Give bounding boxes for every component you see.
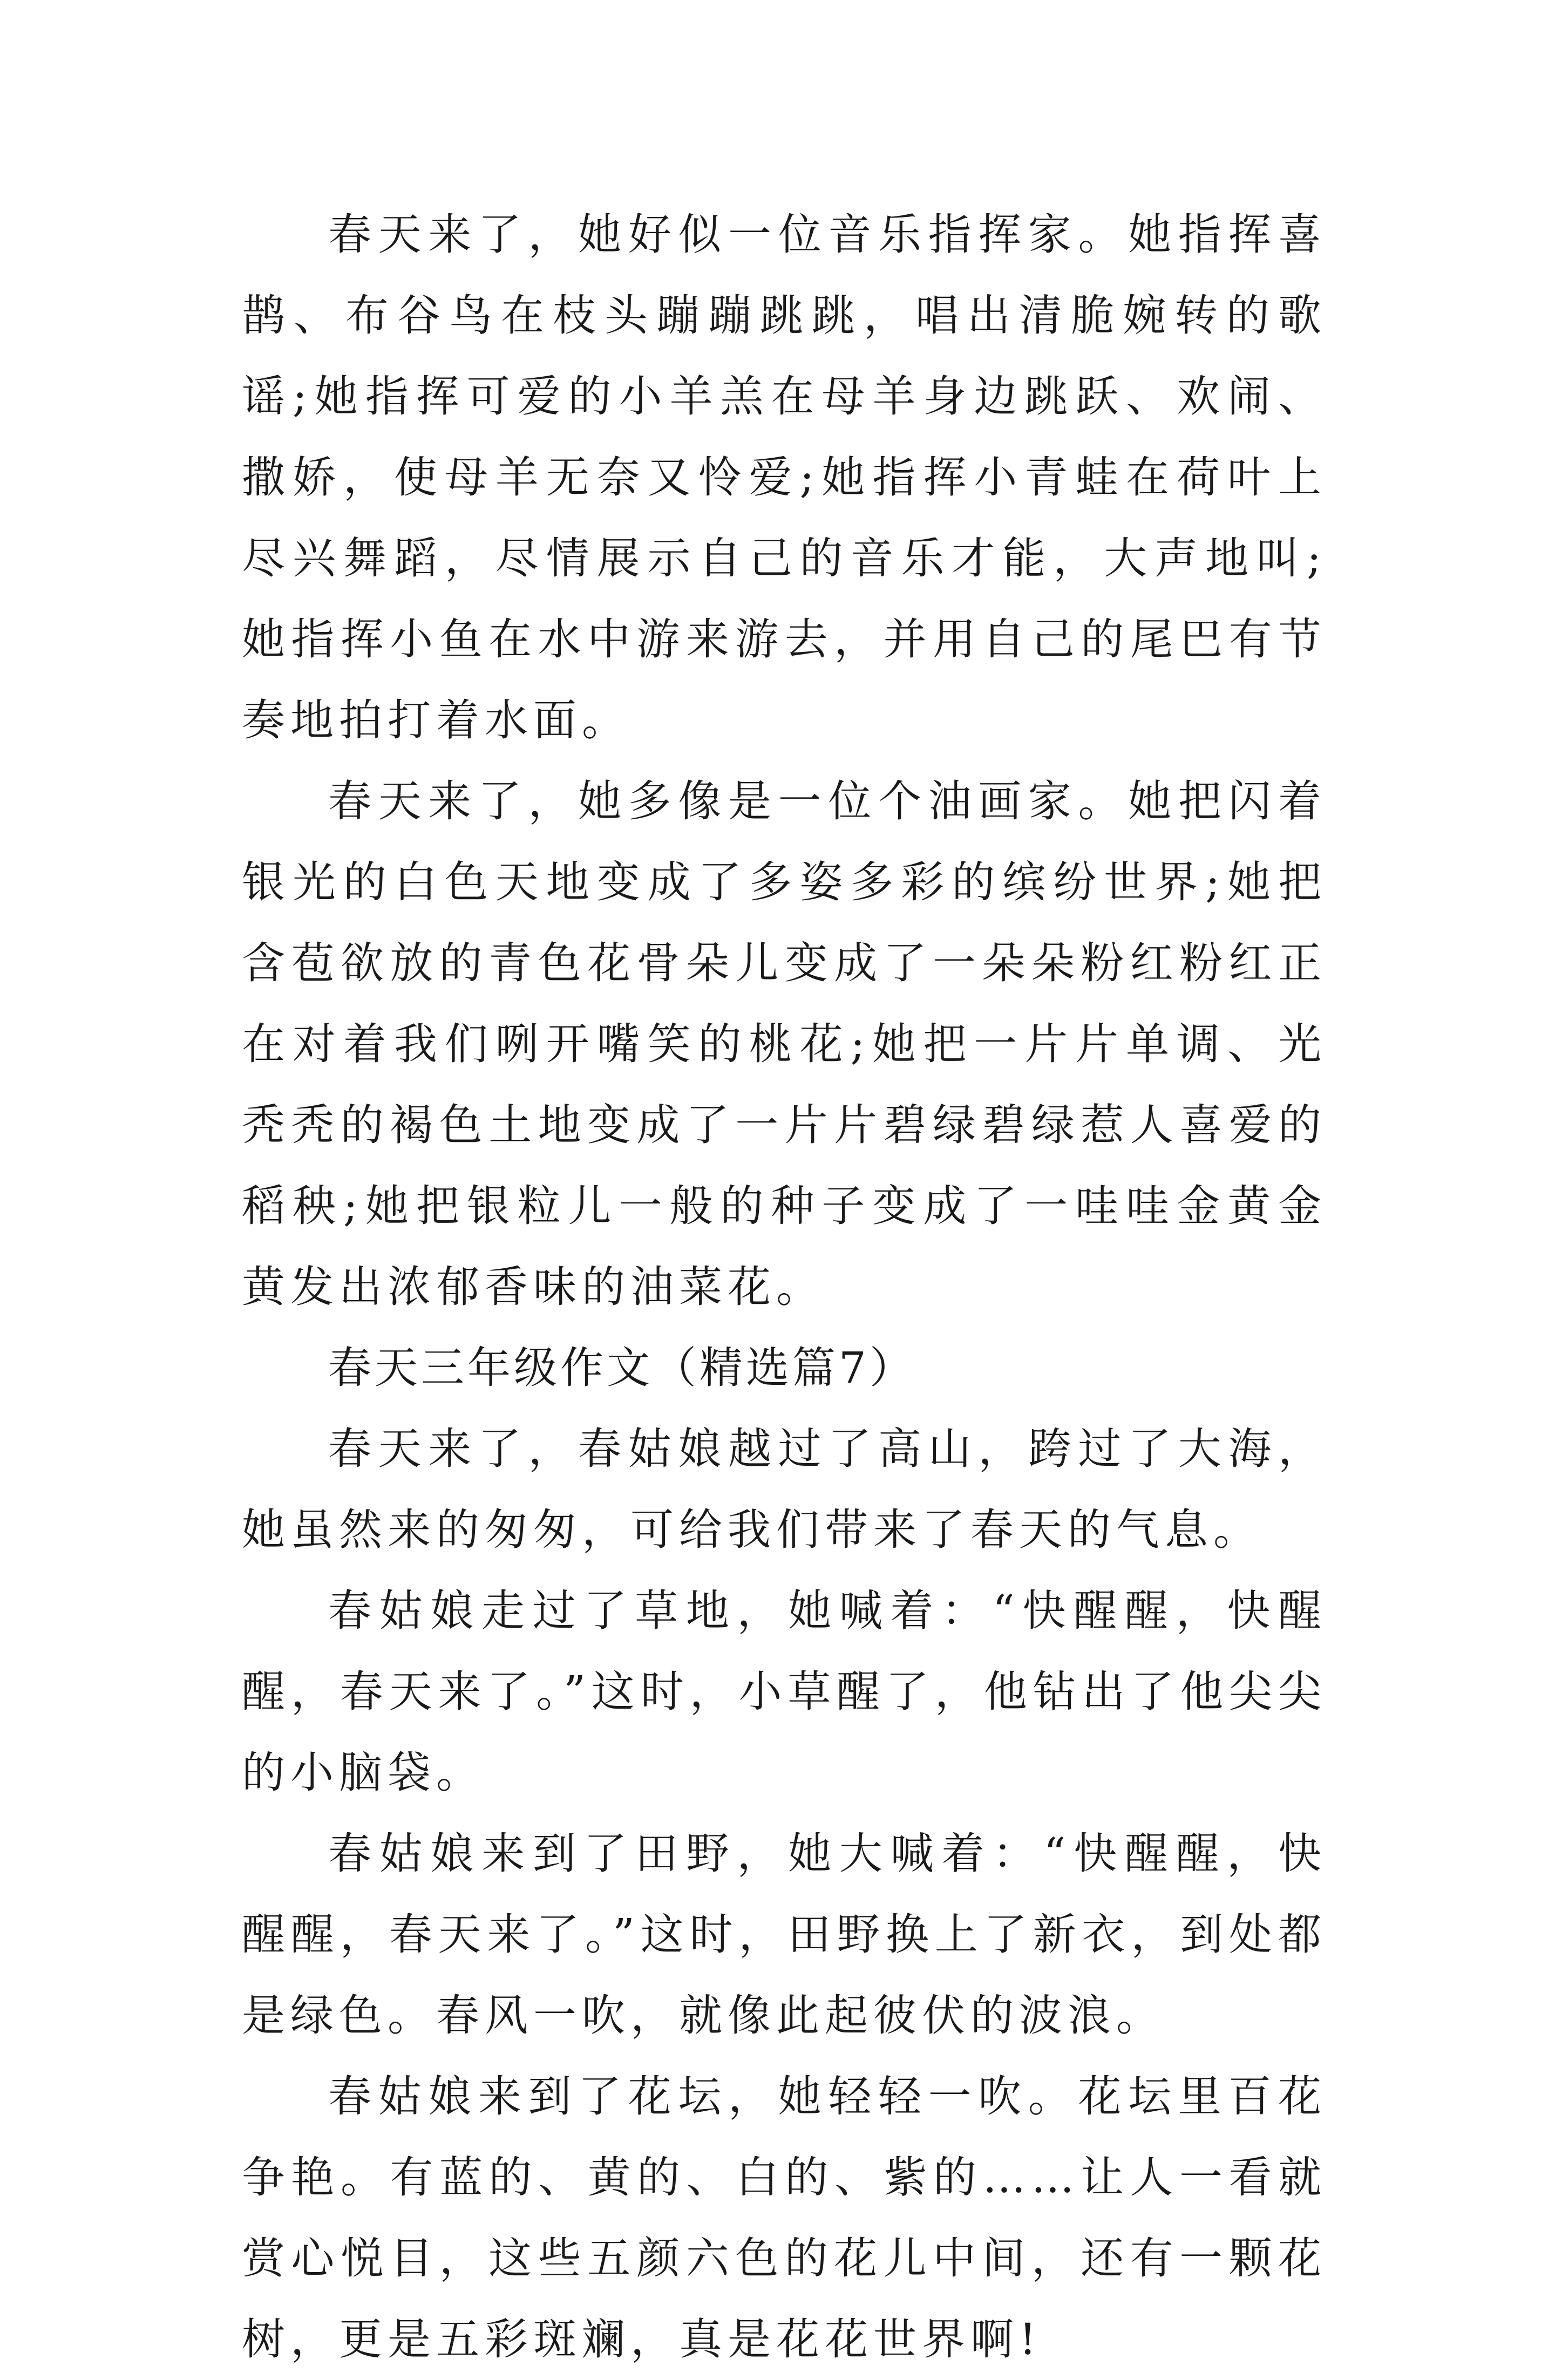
essay-heading: 春天三年级作文（精选篇7） — [328, 1343, 916, 1393]
paragraph-painter: 春天来了，她多像是一位个油画家。她把闪着银光的白色天地变成了多姿多彩的缤纷世界;她把含苞欲放的青色花骨朵儿变成了一朵朵粉红粉红正在对着我们咧开嘴笑的桃花;她把一片片单调、光秃秃的褐色土地变成了一片片碧绿碧绿惹人喜爱的稻秧;她把银粒儿一般的种子变成了一哇哇金黄金黄发出浓郁香味的油菜花。 — [242, 776, 1327, 1312]
document-body — [242, 194, 1327, 2380]
paragraph-fields: 春姑娘来到了田野，她大喊着：“快醒醒，快醒醒，春天来了。”这时，田野换上了新衣，到处都是绿色。春风一吹，就像此起彼伏的波浪。 — [242, 1828, 1327, 2041]
paragraph-conductor: 春天来了，她好似一位音乐指挥家。她指挥喜鹊、布谷鸟在枝头蹦蹦跳跳，唱出清脆婉转的歌谣;她指挥可爱的小羊羔在母羊身边跳跃、欢闹、撒娇，使母羊无奈又怜爱;她指挥小青蛙在荷叶上尽兴舞蹈，尽情展示自己的音乐才能，大声地叫;她指挥小鱼在水中游来游去，并用自己的尾巴有节奏地拍打着水面。 — [242, 209, 1327, 745]
paragraph-grassland: 春姑娘走过了草地，她喊着：“快醒醒，快醒醒，春天来了。”这时，小草醒了，他钻出了他尖尖的小脑袋。 — [242, 1586, 1327, 1798]
paragraph-flowerbed: 春姑娘来到了花坛，她轻轻一吹。花坛里百花争艳。有蓝的、黄的、白的、紫的……让人一看就赏心悦目，这些五颜六色的花儿中间，还有一颗花树，更是五彩斑斓，真是花花世界啊! — [242, 2071, 1327, 2364]
paragraph-spring-arrives: 春天来了，春姑娘越过了高山，跨过了大海，她虽然来的匆匆，可给我们带来了春天的气息。 — [242, 1424, 1327, 1555]
